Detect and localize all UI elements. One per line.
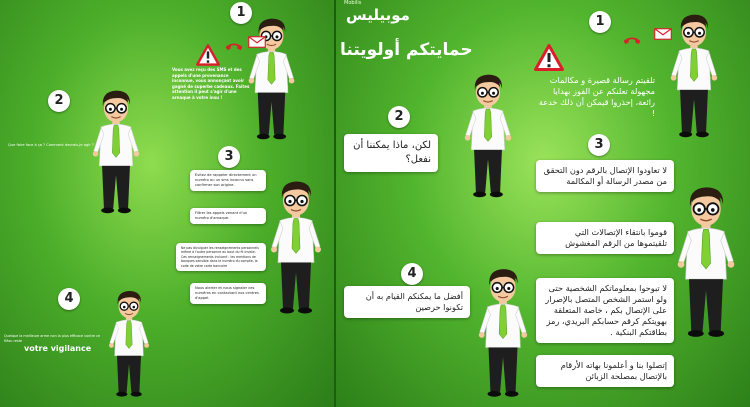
step-number-3: 3: [588, 134, 610, 156]
step-number-2: 2: [48, 90, 70, 112]
step-1-text: تلقيتم رسالة قصيرة و مكالمات مجهولة تعلنكم عن الفوز بهدايا رائعة، إحذروا قيمكن أن ذلك خدعة !: [538, 75, 655, 118]
phone-hangup-icon: [224, 40, 244, 52]
cartoon-man-3: [266, 174, 326, 319]
step-3-bubble-2: Filtrer les appels venant d'un numéro d'arnaque.: [190, 208, 266, 224]
arabic-panel: [336, 0, 750, 407]
cartoon-man-3: [672, 176, 740, 346]
step-3-bubble-2: قوموا بانتقاء الإتصالات التي تلقيتموها من الرقم المغشوش: [536, 222, 674, 254]
step-1-text: Vous avez reçu des SMS et des appels d'une provenance inconnue, vous annonçant avoir gagné de superbe cadeaux. Faites attention il peut s'agir d'une arnaque à votre insu !: [172, 67, 250, 100]
cartoon-man-1: [666, 10, 722, 140]
cartoon-man-2: [460, 70, 516, 200]
step-3-bubble-1: Evitez de rappeler directement un numéro ou un sms inconnu sans confirmer son origine.: [190, 170, 266, 191]
step-number-3: 3: [218, 146, 240, 168]
cartoon-man-1: [244, 14, 299, 142]
step-3-bubble-1: لا تعاودوا الإتصال بالرقم دون التحقق من مصدر الرسالة أو المكالمة: [536, 160, 674, 192]
step-4-bubble: أفضل ما يمكنكم القيام به أن تكونوا حرصين: [344, 286, 470, 318]
cartoon-man-4: [105, 287, 153, 399]
vigilance-highlight: votre vigilance: [24, 344, 92, 353]
step-number-2: 2: [388, 106, 410, 128]
step-number-1: 1: [230, 2, 252, 24]
step-3-bubble-4: إتصلوا بنا و أعلمونا بهاته الأرقام بالإتصال بمصلحة الزبائن: [536, 355, 674, 387]
step-4-text: Quelque la meilleure arme non la plus efficace contre ce fléau reste: [4, 334, 101, 343]
step-number-1: 1: [589, 11, 611, 33]
brand-small: Mobilis: [344, 0, 362, 6]
phone-hangup-icon: [622, 34, 642, 46]
step-3-bubble-3: Ne pas divulguer les renseignements personnels même à l'autre personne au bout du fil insiste. Ces renseignements incluent : les mentions de banques sensible dans le numéro du compte, le code de votre carte bancaire: [176, 243, 266, 271]
cartoon-man-4: [474, 262, 532, 402]
cartoon-man-2: [88, 86, 144, 216]
brand-logo: موبيليس: [346, 6, 410, 24]
warning-triangle-icon: [196, 44, 220, 66]
step-3-bubble-3: لا تبوحوا بمعلوماتكم الشخصية حتى ولو استمر الشخص المتصل بالإصرار على الإتصال بكم ، خاصة المتعلقة بهويتكم كرقم حسابكم البريدي، رمز بطاقتكم البنكية .: [536, 278, 674, 343]
headline: حمايتكم أولويتنا: [340, 40, 473, 60]
step-3-bubble-4: Nous alerter et nous signaler ces numéros en contactant nos centres d'appel.: [190, 283, 266, 304]
warning-triangle-icon: [534, 44, 564, 71]
step-2-bubble: لكن، ماذا يمكننا أن نفعل؟: [344, 134, 438, 172]
step-number-4: 4: [58, 288, 80, 310]
step-2-text: Que faire face à ça ? Comment devrais-je agir ?: [8, 143, 94, 147]
envelope-icon: [248, 36, 266, 48]
french-panel: [0, 0, 336, 407]
step-number-4: 4: [401, 263, 423, 285]
